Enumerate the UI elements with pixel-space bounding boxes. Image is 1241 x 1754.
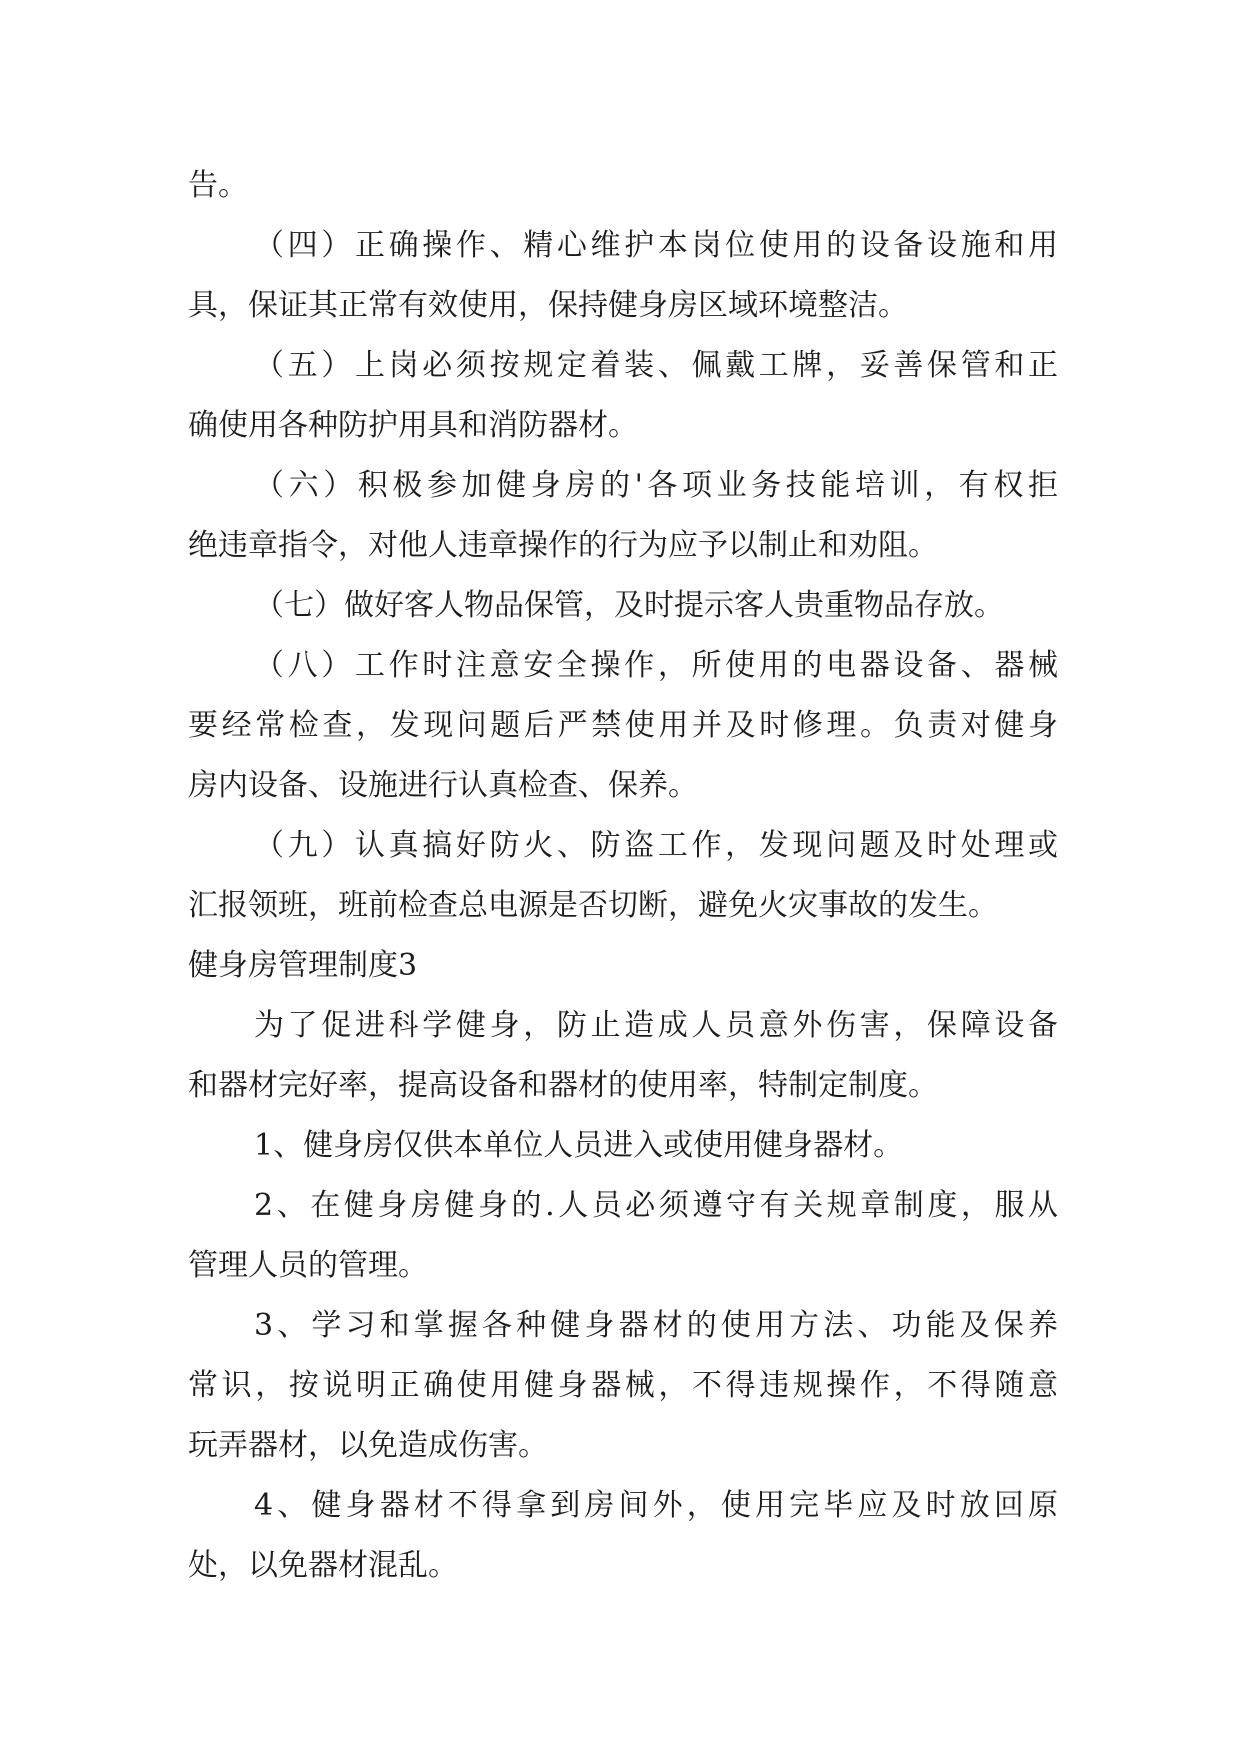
text-line: 要经常检查，发现问题后严禁使用并及时修理。负责对健身 (188, 708, 1058, 743)
text-line: （六）积极参加健身房的'各项业务技能培训，有权拒 (254, 468, 1058, 503)
text-line: 3、学习和掌握各种健身器材的使用方法、功能及保养 (254, 1308, 1058, 1343)
text-line: 处，以免器材混乱。 (188, 1548, 458, 1583)
text-line: 和器材完好率，提高设备和器材的使用率，特制定制度。 (188, 1068, 938, 1103)
text-line: 为了促进科学健身，防止造成人员意外伤害，保障设备 (254, 1008, 1058, 1043)
text-line: 房内设备、设施进行认真检查、保养。 (188, 768, 698, 803)
text-line: （八）工作时注意安全操作，所使用的电器设备、器械 (254, 648, 1058, 683)
text-line: 绝违章指令，对他人违章操作的行为应予以制止和劝阻。 (188, 528, 938, 563)
text-line: 常识，按说明正确使用健身器械，不得违规操作，不得随意 (188, 1368, 1058, 1403)
text-line: （九）认真搞好防火、防盗工作，发现问题及时处理或 (254, 828, 1058, 863)
text-line: 2、在健身房健身的.人员必须遵守有关规章制度，服从 (254, 1188, 1058, 1223)
text-line: 管理人员的管理。 (188, 1248, 428, 1283)
text-line: （七）做好客人物品保管，及时提示客人贵重物品存放。 (254, 588, 1004, 623)
text-line: 具，保证其正常有效使用，保持健身房区域环境整洁。 (188, 288, 908, 323)
document-body (188, 156, 1058, 1596)
text-line: （四）正确操作、精心维护本岗位使用的设备设施和用 (254, 228, 1058, 263)
text-line: 1、健身房仅供本单位人员进入或使用健身器材。 (254, 1128, 904, 1163)
text-line: （五）上岗必须按规定着装、佩戴工牌，妥善保管和正 (254, 348, 1058, 383)
text-line: 确使用各种防护用具和消防器材。 (188, 408, 638, 443)
text-line: 玩弄器材，以免造成伤害。 (188, 1428, 548, 1463)
text-line: 健身房管理制度3 (188, 948, 418, 983)
text-line: 告。 (188, 168, 248, 203)
text-line: 4、健身器材不得拿到房间外，使用完毕应及时放回原 (254, 1488, 1058, 1523)
text-line: 汇报领班，班前检查总电源是否切断，避免火灾事故的发生。 (188, 888, 998, 923)
